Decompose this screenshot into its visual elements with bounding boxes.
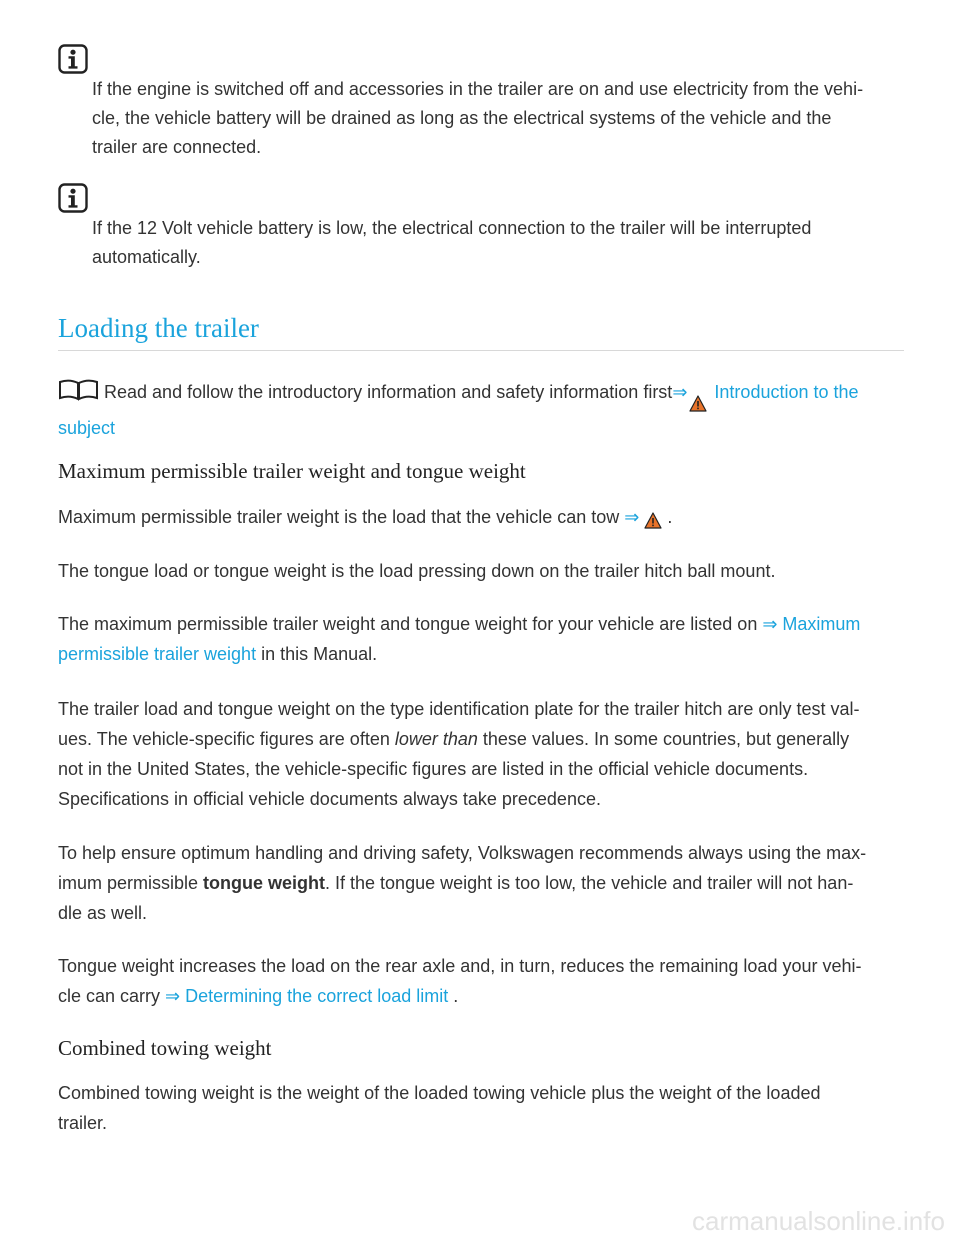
note-line: trailer are connected. [92, 137, 262, 157]
note-line: cle, the vehicle battery will be drained as long as the electrical systems of the vehicle and the [92, 108, 832, 128]
note-line: If the engine is switched off and accessories in the trailer are on and use electricity from the vehi- [92, 79, 864, 99]
link-maximum-permissible-trailer-weight-continued[interactable]: permissible trailer weight [58, 644, 257, 664]
intro-arrow-link[interactable]: ⇒ [672, 382, 688, 402]
paragraph-text: The maximum permissible trailer weight and tongue weight for your vehicle are listed on [58, 614, 758, 634]
note-line: automatically. [92, 247, 201, 267]
paragraph-recommendation [58, 838, 908, 928]
warning-icon[interactable] [689, 395, 707, 412]
paragraph-line: To help ensure optimum handling and driving safety, Volkswagen recommends always using the max- [58, 843, 867, 863]
paragraph-line: dle as well. [58, 903, 148, 923]
paragraph-combined-weight [58, 1078, 908, 1138]
title-divider [58, 350, 904, 351]
paragraph-line [58, 639, 908, 669]
info-icon [58, 44, 88, 74]
paragraph-type-plate [58, 694, 908, 814]
info-note-battery-low [58, 183, 908, 272]
intro-line-1 [58, 376, 908, 412]
subsection-heading-combined-weight: Combined towing weight [58, 1036, 272, 1060]
link-maximum-permissible-trailer-weight[interactable]: ⇒ Maximum [762, 614, 861, 634]
paragraph-tongue-weight-definition: The tongue load or tongue weight is the load pressing down on the trailer hitch ball mount. [58, 561, 776, 581]
cross-ref-arrow[interactable]: ⇒ [624, 507, 640, 527]
paragraph-line: not in the United States, the vehicle-specific figures are listed in the official vehicle documents. [58, 759, 809, 779]
info-note-engine-off [58, 44, 908, 162]
paragraph-line [58, 981, 908, 1011]
emphasis-lower-than: lower than [394, 729, 478, 749]
note-text [92, 214, 908, 272]
subsection-heading-max-weight: Maximum permissible trailer weight and tongue weight [58, 459, 526, 483]
paragraph-text: imum permissible [58, 873, 204, 893]
book-icon [58, 379, 99, 401]
note-line: If the 12 Volt vehicle battery is low, the electrical connection to the trailer will be interrupted [92, 218, 812, 238]
intro-link[interactable]: Introduction to the [714, 382, 859, 402]
paragraph-text: ues. The vehicle-specific figures are often [58, 729, 395, 749]
intro-paragraph [58, 376, 908, 444]
paragraph-end: . [448, 986, 459, 1006]
paragraph-line: trailer. [58, 1113, 108, 1133]
info-icon [58, 183, 88, 213]
paragraph-end: in this Manual. [256, 644, 378, 664]
bold-tongue-weight: tongue weight [203, 873, 326, 893]
paragraph-end: . [667, 507, 673, 527]
paragraph-text: cle can carry [58, 986, 166, 1006]
paragraph-line: Tongue weight increases the load on the rear axle and, in turn, reduces the remaining load your vehi- [58, 956, 862, 976]
paragraph-line [58, 609, 908, 639]
watermark: carmanualsonline.info [692, 1206, 945, 1236]
warning-icon[interactable] [644, 512, 662, 529]
intro-text: Read and follow the introductory information and safety information first [104, 382, 673, 402]
paragraph-rear-axle [58, 951, 908, 1011]
intro-link-continued[interactable]: subject [58, 418, 116, 438]
paragraph-listed-weights [58, 609, 908, 669]
section-title: Loading the trailer [58, 313, 259, 343]
paragraph-text: Maximum permissible trailer weight is the load that the vehicle can tow [58, 507, 620, 527]
paragraph-text: . If the tongue weight is too low, the vehicle and trailer will not han- [325, 873, 854, 893]
link-determining-load-limit[interactable]: ⇒ Determining the correct load limit [165, 986, 449, 1006]
paragraph-max-weight-definition [58, 502, 908, 532]
paragraph-text: these values. In some countries, but generally [477, 729, 850, 749]
paragraph-line: Combined towing weight is the weight of the loaded towing vehicle plus the weight of the loaded [58, 1083, 821, 1103]
note-text [92, 75, 908, 162]
paragraph-line [58, 868, 908, 898]
intro-line-2 [58, 412, 908, 444]
paragraph-line: Specifications in official vehicle documents always take precedence. [58, 789, 601, 809]
paragraph-line [58, 724, 908, 754]
paragraph-line: The trailer load and tongue weight on the type identification plate for the trailer hitch are only test val- [58, 699, 860, 719]
